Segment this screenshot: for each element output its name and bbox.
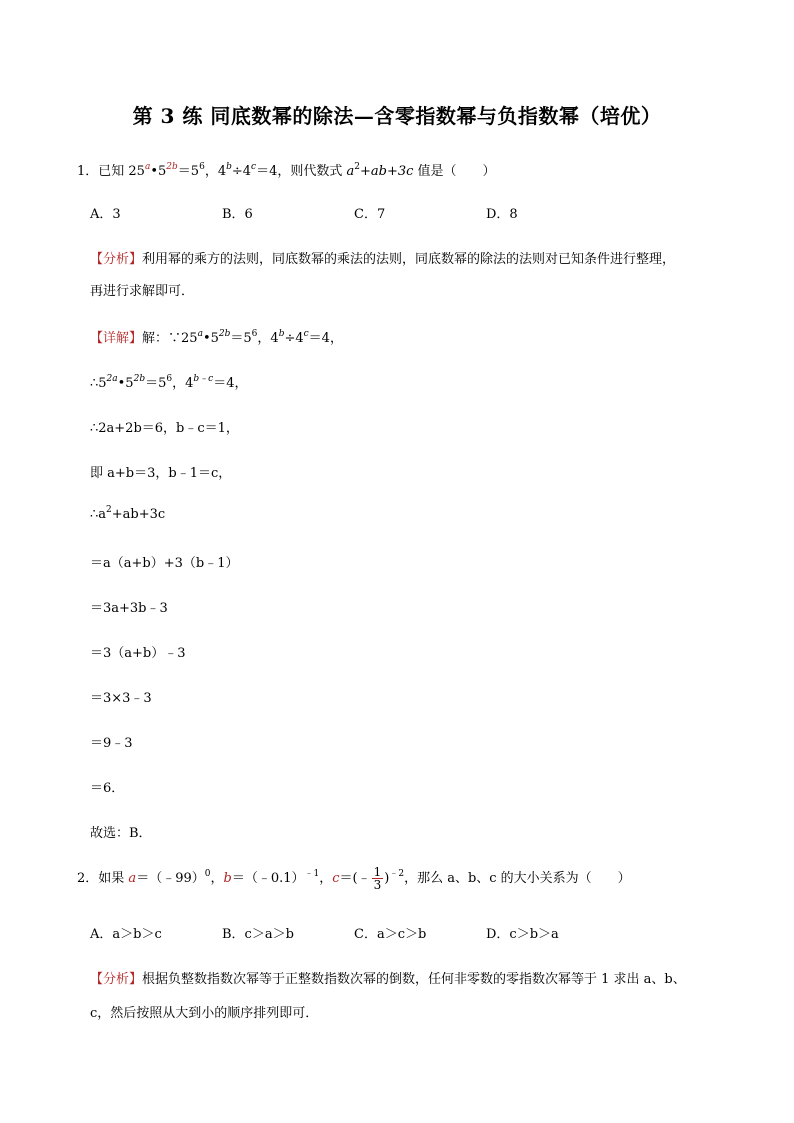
question-2-options xyxy=(90,923,618,942)
solution-step: ∴2a+2b＝6，b﹣c＝1， xyxy=(90,421,239,436)
solution-text: •5 xyxy=(202,331,219,346)
stem-text: ，那么 a、b、c 的大小关系为（ ） xyxy=(404,871,631,886)
exponent: ﹣2 xyxy=(389,869,405,879)
analysis-tag: 【分析】 xyxy=(90,972,143,987)
solution-text: ，4 xyxy=(172,376,194,391)
fraction-denominator: 3 xyxy=(373,878,382,892)
stem-text: ＝（﹣0.1） xyxy=(231,871,305,886)
detail-tag: 【详解】 xyxy=(90,331,143,346)
question-number: 1． xyxy=(77,164,99,179)
question-1-options xyxy=(90,203,618,222)
solution-text: ＝4， xyxy=(308,331,343,346)
exponent: ﹣1 xyxy=(304,869,320,879)
stem-text: ， xyxy=(319,871,333,886)
solution-step: 即 a+b＝3，b﹣1＝c， xyxy=(90,466,232,481)
question-2-stem xyxy=(77,866,631,891)
solution-step: ＝6． xyxy=(90,781,125,796)
option-b[interactable]: B．6 xyxy=(222,207,253,222)
option-b[interactable]: B．c＞a＞b xyxy=(222,927,294,942)
exponent: 2 xyxy=(354,162,360,172)
fraction-numerator: 1 xyxy=(373,865,382,879)
solution-text: +ab+3c xyxy=(111,507,166,522)
stem-text: ＝(﹣ xyxy=(339,871,371,886)
final-answer: 故选：B． xyxy=(90,826,152,841)
stem-text: ， xyxy=(210,871,224,886)
stem-text: •5 xyxy=(150,164,167,179)
exponent: 6 xyxy=(166,374,173,384)
solution-text: ∴5 xyxy=(90,376,107,391)
solution-step: ＝3（a+b）﹣3 xyxy=(90,646,186,661)
analysis-tag: 【分析】 xyxy=(90,252,143,267)
solution-text: •5 xyxy=(117,376,134,391)
stem-text: ＝5 xyxy=(177,164,200,179)
exponent: 2a xyxy=(106,374,118,384)
stem-variable: a xyxy=(128,871,137,886)
exponent: 6 xyxy=(251,329,258,339)
stem-text: ＝（﹣99） xyxy=(136,871,205,886)
analysis-line xyxy=(90,248,675,267)
stem-variable: b xyxy=(223,871,232,886)
exponent: c xyxy=(251,162,257,172)
exponent: c xyxy=(303,329,309,339)
option-c[interactable]: C．7 xyxy=(354,207,386,222)
stem-text: ＝4，则代数式 xyxy=(256,164,347,179)
analysis-text: 根据负整数指数次幂等于正整数指数次幂的倒数，任何非零数的零指数次幂等于 1 求出 a、b、 xyxy=(142,972,686,987)
stem-variable: c xyxy=(332,871,340,886)
exponent: 2b xyxy=(133,374,146,384)
exponent: b xyxy=(278,329,285,339)
analysis-text: 利用幂的乘方的法则，同底数幂的乘法的法则，同底数幂的除法的法则对已知条件进行整理， xyxy=(142,252,676,267)
stem-text: 值是（ ） xyxy=(413,164,496,179)
option-d[interactable]: D．c＞b＞a xyxy=(486,927,559,942)
solution-step xyxy=(90,372,247,391)
solution-text: ，4 xyxy=(257,331,279,346)
exponent: a xyxy=(144,162,151,172)
stem-text: 如果 xyxy=(98,871,129,886)
solution-text: 解：∵25 xyxy=(142,331,198,346)
solution-text: ＝4， xyxy=(213,376,248,391)
analysis-line xyxy=(90,968,686,987)
stem-text: ) xyxy=(384,871,390,886)
exponent: 2b xyxy=(218,329,231,339)
exponent: 6 xyxy=(199,162,205,172)
solution-step xyxy=(90,507,165,522)
exponent: b xyxy=(226,162,232,172)
solution-step: ＝9﹣3 xyxy=(90,736,133,751)
question-number: 2． xyxy=(77,871,99,886)
solution-text: ÷4 xyxy=(284,331,304,346)
exponent: 2b xyxy=(166,162,178,172)
exponent: 0 xyxy=(204,869,211,879)
question-1-stem xyxy=(77,160,496,179)
solution-step: ＝3a+3b﹣3 xyxy=(90,601,168,616)
exponent: 2 xyxy=(106,505,112,515)
option-a[interactable]: A．a＞b＞c xyxy=(90,927,162,942)
solution-step: ＝a（a+b）+3（b﹣1） xyxy=(90,556,239,571)
stem-text: 已知 25 xyxy=(98,164,145,179)
solution-step: ＝3×3﹣3 xyxy=(90,691,152,706)
solution-text: ＝5 xyxy=(145,376,167,391)
solution-step xyxy=(90,327,343,346)
option-c[interactable]: C．a＞c＞b xyxy=(354,927,427,942)
stem-text: ，4 xyxy=(204,164,227,179)
stem-expression: +ab+3c xyxy=(359,164,414,179)
exponent: a xyxy=(197,329,203,339)
analysis-line: 再进行求解即可． xyxy=(90,284,195,299)
option-a[interactable]: A．3 xyxy=(90,207,121,222)
fraction xyxy=(372,866,384,891)
analysis-line: c，然后按照从大到小的顺序排列即可． xyxy=(90,1006,319,1021)
solution-text: ∴a xyxy=(90,507,107,522)
exponent: b﹣c xyxy=(193,374,214,384)
stem-text: ÷4 xyxy=(231,164,252,179)
page-title: 第 3 练 同底数幂的除法—含零指数幂与负指数幂（培优） xyxy=(132,104,662,128)
stem-variable: a xyxy=(346,164,355,179)
solution-text: ＝5 xyxy=(230,331,252,346)
option-d[interactable]: D．8 xyxy=(486,207,518,222)
